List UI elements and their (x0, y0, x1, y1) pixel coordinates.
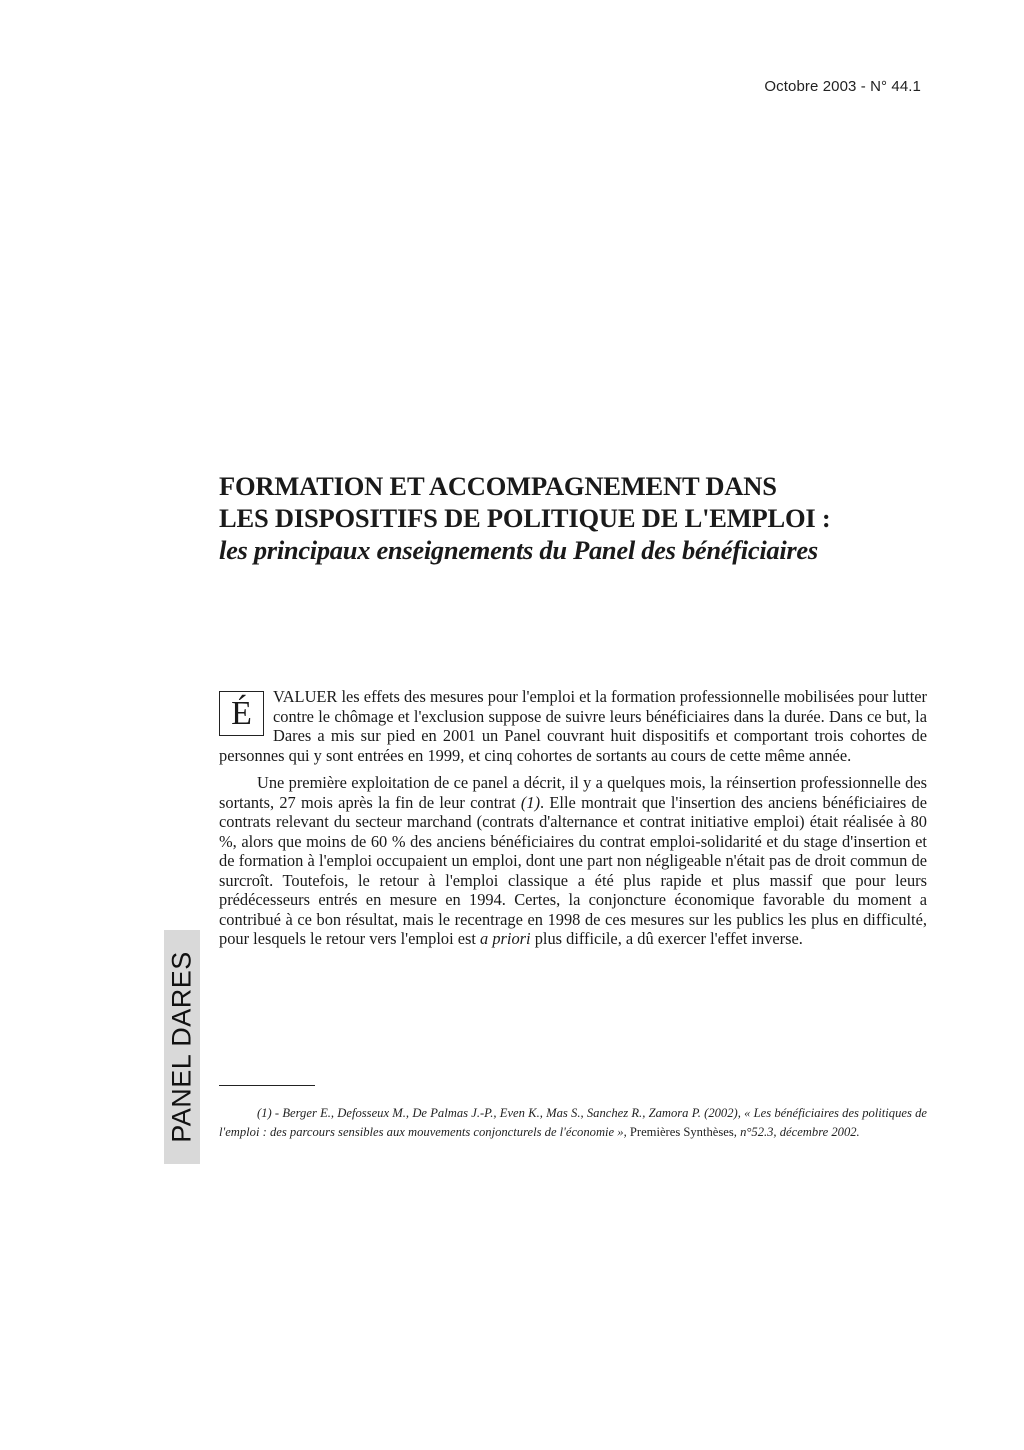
article-body (219, 687, 927, 949)
paragraph-2-part-1: Une première exploitation de ce panel a décrit, il y a quelques mois, la réinsertion professionnelle des sortants, 27 mois après la fin de leur contrat (219, 773, 927, 812)
footnote-issue: , n°52.3, décembre 2002. (733, 1124, 860, 1139)
paragraph-2-part-2: . Elle montrait que l'insertion des anciens bénéficiaires de contrats relevant du secteur marchand (contrats d'alternance et contrat initiative emploi) était réalisée à 80 %, alors que moins de 60 % des anciens bénéficiaires du contrat emploi-solidarité et du stage d'insertion et de formation à l'emploi occupaient un emploi, dont une part non négligeable n'était pas de droit commun de surcroît. Toutefois, le retour à l'emploi classique a été plus rapide et plus massif que pour leurs prédécesseurs entrés en mesure en 1994. Certes, la conjoncture économique favorable du moment a contribué à ce bon résultat, mais le recentrage en 1998 de ces mesures sur les publics les plus en difficulté, pour lesquels le retour vers l'emploi est (219, 792, 928, 948)
title-block (219, 470, 959, 566)
title-line-2: LES DISPOSITIFS DE POLITIQUE DE L'EMPLOI : (219, 503, 831, 533)
footnote-reference: (1) (520, 792, 541, 812)
title-line-1: FORMATION ET ACCOMPAGNEMENT DANS (219, 471, 777, 501)
footnote-citation: (1) - Berger E., Defosseux M., De Palmas J.-P., Even K., Mas S., Sanchez R., Zamora P. (2002), « Les bénéficiaires des politiques de l'emploi : des parcours sensibles aux mouvements conjoncturels de l'économie », (219, 1106, 927, 1139)
intro-paragraph (219, 687, 927, 765)
emphasis-a-priori: a priori (480, 929, 531, 948)
footnote (219, 1104, 927, 1141)
intro-text: VALUER les effets des mesures pour l'emploi et la formation professionnelle mobilisées pour lutter contre le chômage et l'exclusion suppose de suivre leurs bénéficiaires dans la durée. Dans ce but, la Dares a mis sur pied en 2001 un Panel couvrant huit dispositifs et comportant trois cohortes de personnes qui y sont entrées en 1999, et cinq cohortes de sortants au cours de cette même année. (219, 687, 927, 765)
paragraph-2 (219, 773, 927, 949)
footnote-divider (219, 1085, 315, 1086)
footnote-paragraph (219, 1104, 927, 1141)
issue-header: Octobre 2003 - N° 44.1 (764, 78, 921, 95)
paragraph-2-part-3: plus difficile, a dû exercer l'effet inverse. (530, 929, 803, 948)
subtitle: les principaux enseignements du Panel des bénéficiaires (219, 535, 818, 565)
drop-cap: É (219, 691, 264, 736)
side-banner-label: PANEL DARES (166, 951, 197, 1143)
side-banner (164, 930, 200, 1164)
footnote-publication: Premières Synthèses (629, 1124, 734, 1139)
